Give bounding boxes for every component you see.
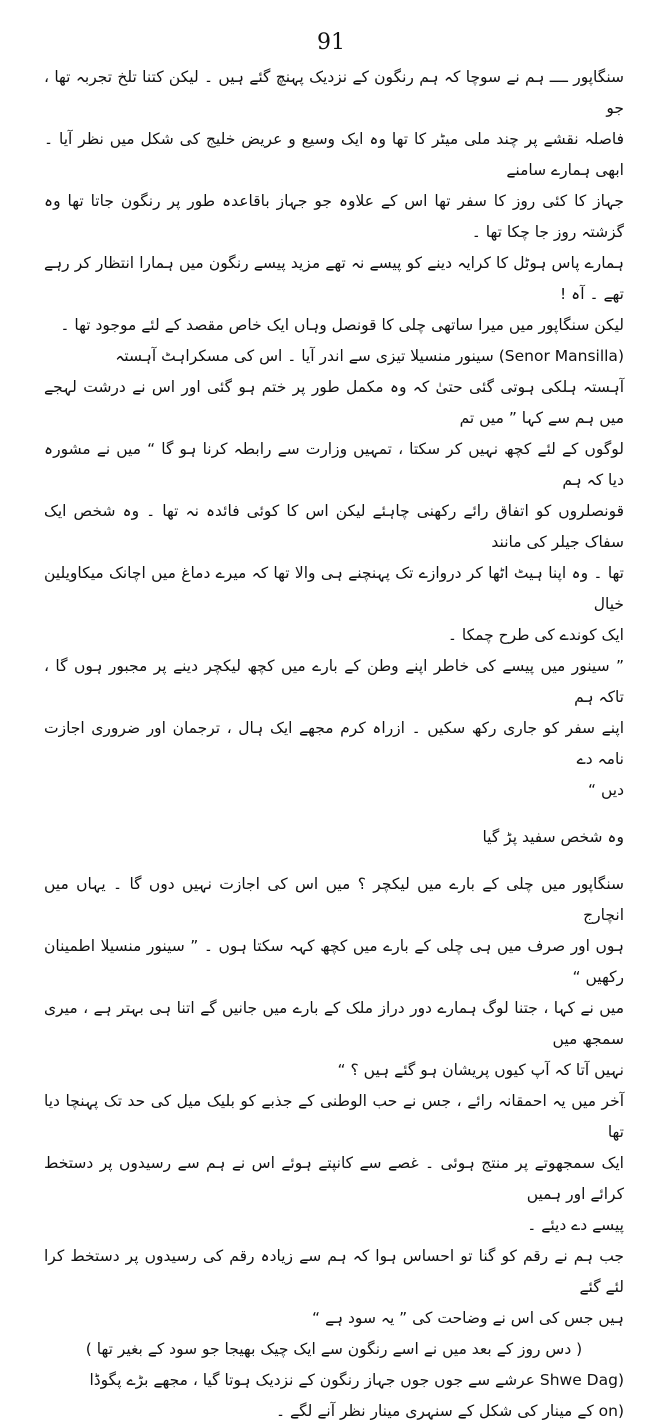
text-line: (Shwe Dag عرشے سے جوں جوں جہاز رنگون کے نزدیک ہوتا گیا ، مجھے بڑے پگوڈا [89,1371,624,1389]
text-line: جہاز کا کئی روز کا سفر تھا اس کے علاوہ جو جہاز باقاعدہ طور پر رنگون جاتا تھا وہ گزشتہ روز جا چکا تھا ۔ [44,192,624,241]
text-line: تھا ۔ وہ اپنا ہیٹ اٹھا کر دروازے تک پہنچنے ہی والا تھا کہ میرے دماغ میں اچانک میکاویلین خیال [44,564,624,613]
page-number: 91 [317,30,345,55]
text-line: آخر میں یہ احمقانہ رائے ، جس نے حب الوطنی کے جذبے کو بلیک میل کی حد تک پہنچا دیا تھا [44,1092,624,1141]
text-line: لیکن سنگاپور میں میرا ساتھی چلی کا قونصل وہاں ایک خاص مقصد کے لئے موجود تھا ۔ [60,316,624,334]
text-line: پیسے دے دیئے ۔ [527,1216,624,1234]
text-line: فاصلہ نقشے پر چند ملی میٹر کا تھا وہ ایک وسیع و عریض خلیج کی شکل میں نظر آیا ۔ ابھی ہمارے سامنے [44,130,624,179]
section-heading: وہ شخص سفید پڑ گیا [482,828,624,846]
centered-note-line: ( دس روز کے بعد میں نے اسے رنگون سے ایک چیک بھیجا جو سود کے بغیر تھا ) [85,1340,583,1358]
text-line: (Senor Mansilla) سینور منسیلا تیزی سے اندر آیا ۔ اس کی مسکراہٹ آہستہ [115,347,624,365]
text-line: (on کے مینار کی شکل کے سنہری مینار نظر آنے لگے ۔ [276,1402,624,1420]
body-text [44,62,624,1427]
text-line: ہیں جس کی اس نے وضاحت کی ” یہ سود ہے “ [311,1309,624,1327]
text-line: سنگاپور ــــ ہم نے سوچا کہ ہم رنگون کے نزدیک پہنچ گئے ہیں ۔ لیکن کتنا تلخ تجربہ تھا ، جو [44,68,624,117]
text-line: میں نے کہا ، جتنا لوگ ہمارے دور دراز ملک کے بارے میں جانیں گے اتنا ہی بہتر ہے ، میری سمجھ میں [44,999,624,1048]
text-line: لوگوں کے لئے کچھ نہیں کر سکتا ، تمہیں وزارت سے رابطہ کرنا ہو گا “ میں نے مشورہ دیا کہ ہم [44,440,624,489]
text-line: ہمارے پاس ہوٹل کا کرایہ دینے کو پیسے نہ تھے مزید پیسے رنگون میں ہمارا انتظار کر رہے تھے ۔ آہ ! [44,254,624,303]
text-line: قونصلروں کو اتفاق رائے رکھنی چاہئے لیکن اس کا کوئی فائدہ نہ تھا ۔ وہ شخص ایک سفاک جیلر کی مانند [44,502,624,551]
text-line: ایک کوندے کی طرح چمکا ۔ [447,626,624,644]
text-line: سنگاپور میں چلی کے بارے میں لیکچر ؟ میں اس کی اجازت نہیں دوں گا ۔ یہاں میں انچارج [44,875,624,924]
text-line: دیں “ [588,781,624,799]
text-line: ہوں اور صرف میں ہی چلی کے بارے میں کچھ کہہ سکتا ہوں ۔ ” سینور منسیلا اطمینان رکھیں “ [44,937,624,986]
text-line: نہیں آتا کہ آپ کیوں پریشان ہو گئے ہیں ؟ “ [337,1061,624,1079]
text-line: آہستہ ہلکی ہوتی گئی حتیٰ کہ وہ مکمل طور پر ختم ہو گئی اور اس نے درشت لہجے میں ہم سے کہا ” میں تم [44,378,624,427]
text-line: اپنے سفر کو جاری رکھ سکیں ۔ ازراہ کرم مجھے ایک ہال ، ترجمان اور ضروری اجازت نامہ دے [44,719,624,768]
text-line: ایک سمجھوتے پر منتج ہوئی ۔ غصے سے کانپتے ہوئے اس نے ہم سے رسیدوں پر دستخط کرائے اور ہمیں [44,1154,624,1203]
text-line: ” سینور میں پیسے کی خاطر اپنے وطن کے بارے میں کچھ لیکچر دینے پر مجبور ہوں گا ، تاکہ ہم [44,657,625,706]
text-line: جب ہم نے رقم کو گنا تو احساس ہوا کہ ہم سے زیادہ رقم کی رسیدوں پر دستخط کرا لئے گئے [44,1247,624,1296]
